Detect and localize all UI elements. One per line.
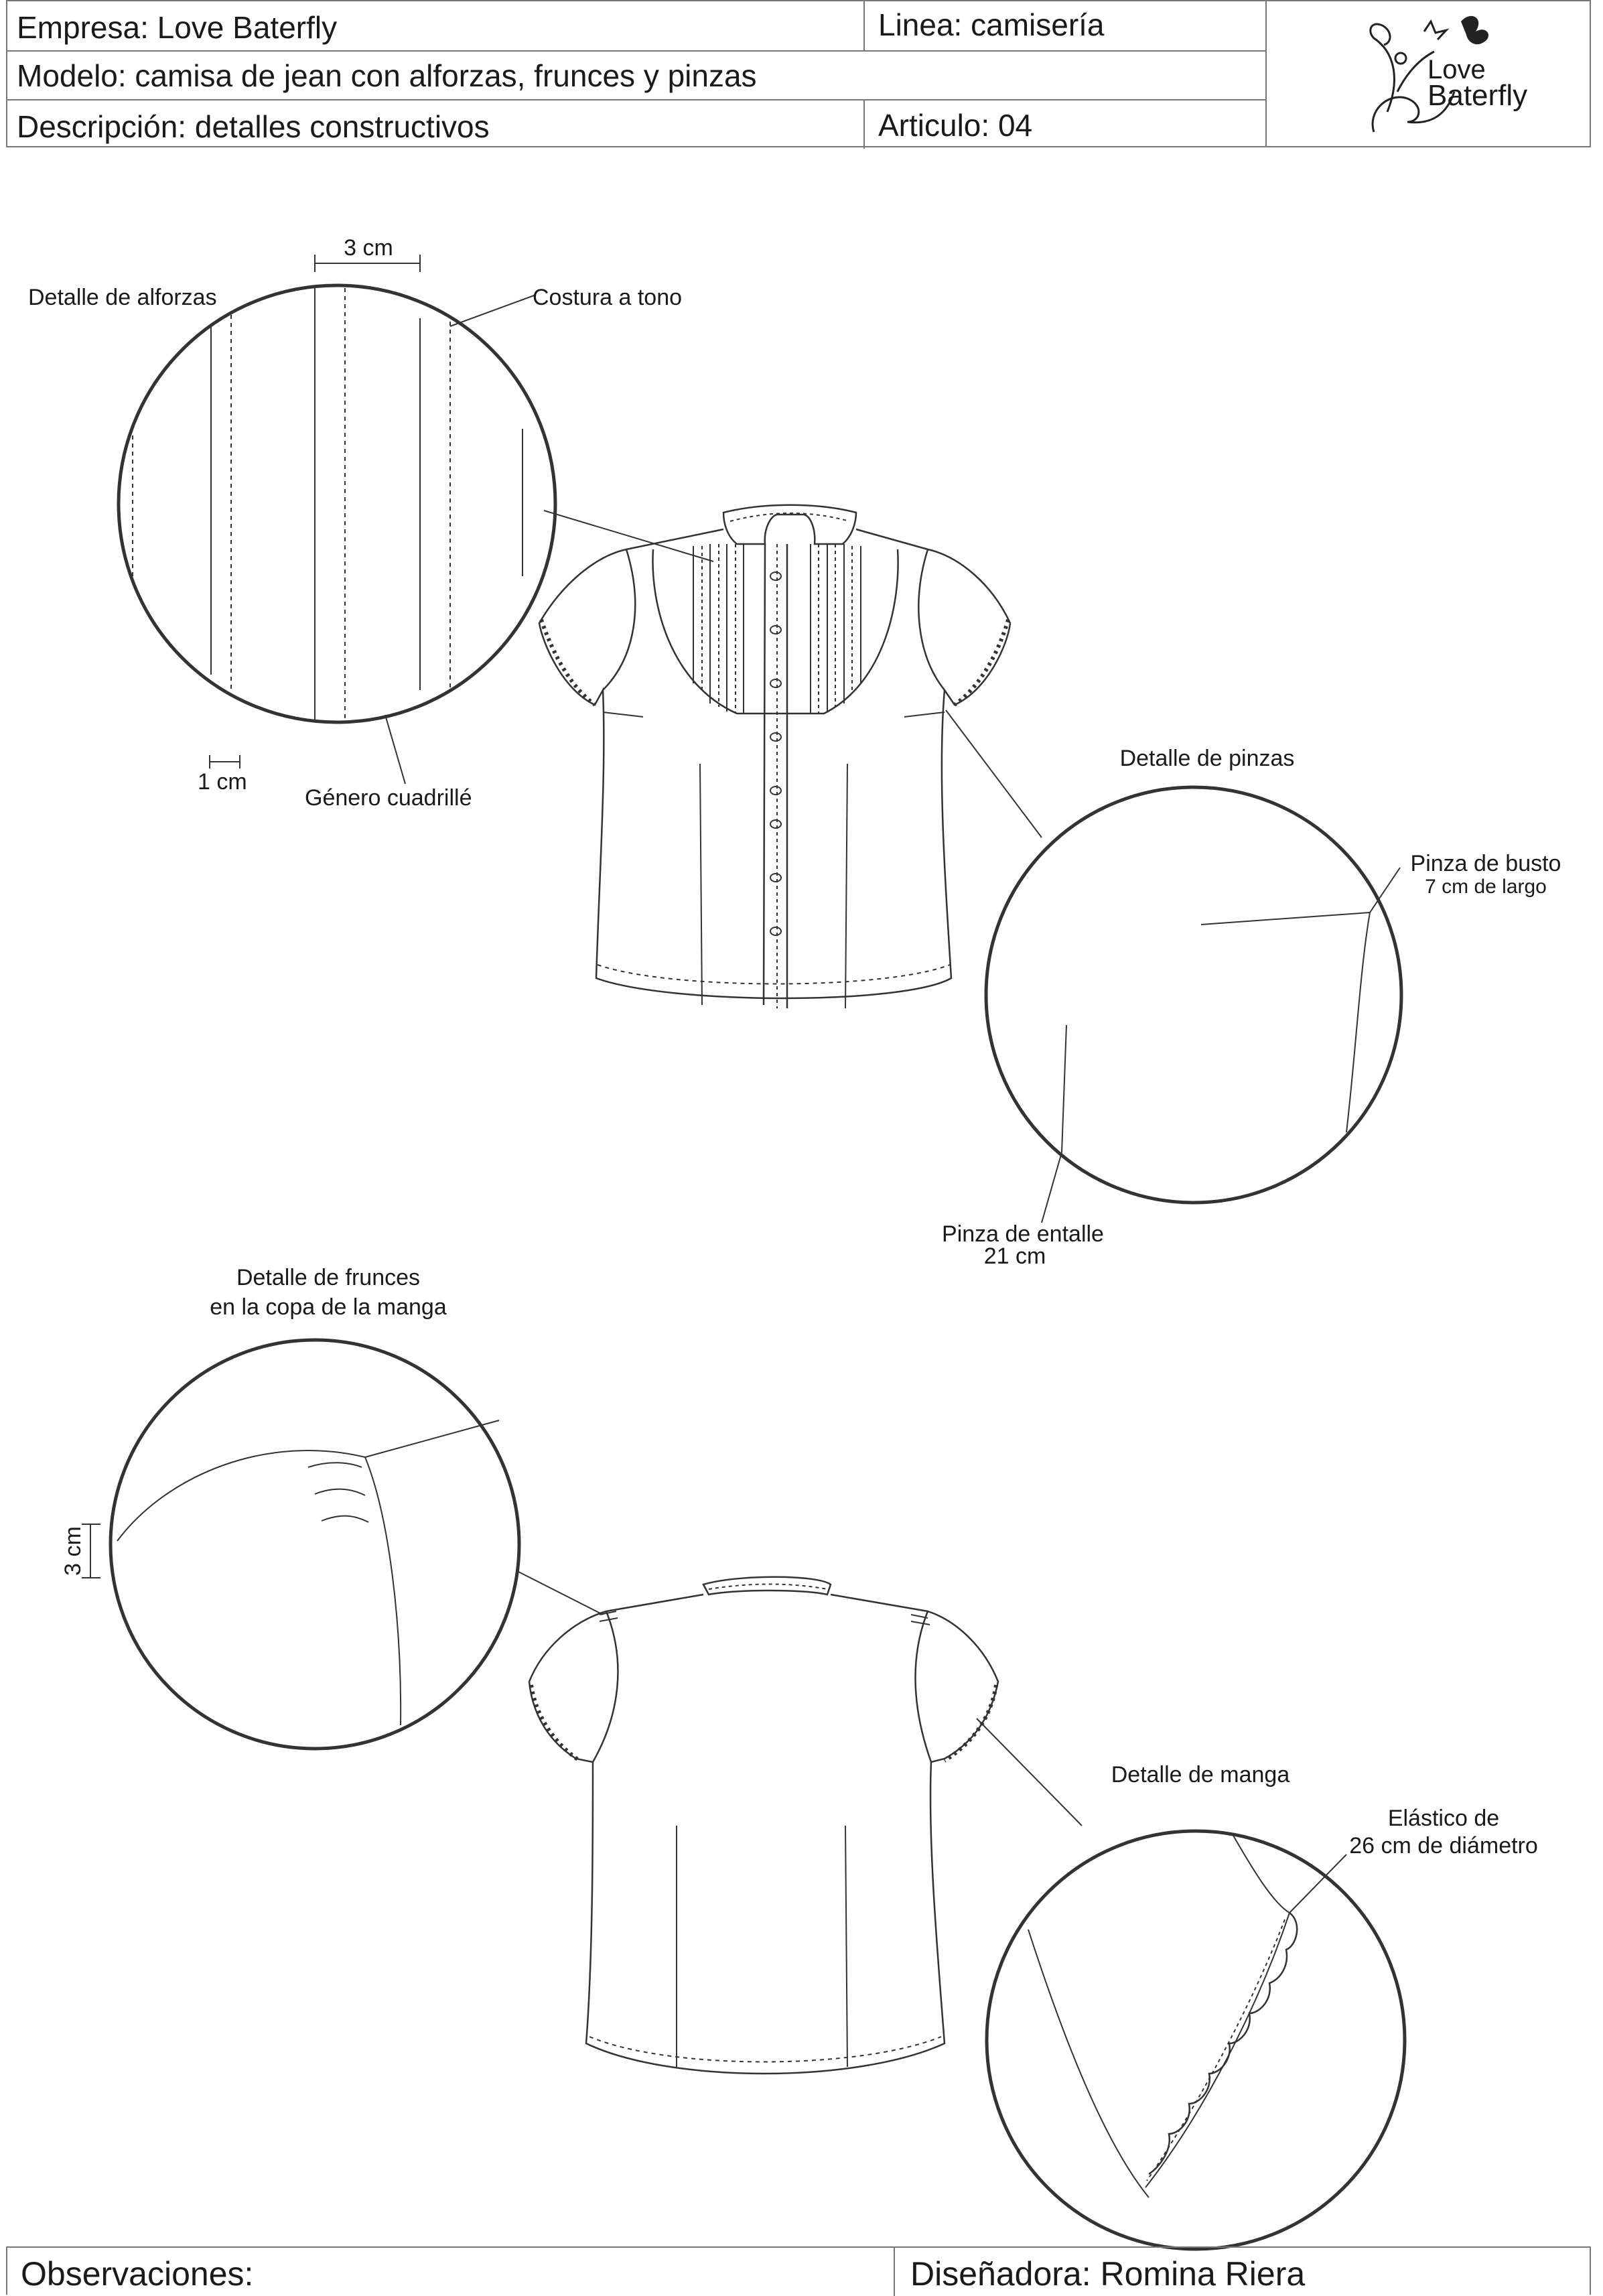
frunces-title-line2: en la copa de la manga <box>210 1294 447 1320</box>
model-field: Modelo: camisa de jean con alforzas, frunces y pinzas <box>17 58 757 93</box>
leader-elastico <box>1290 1854 1346 1913</box>
pinza-entalle-length: 21 cm <box>983 1243 1046 1269</box>
tuck-lines <box>133 288 522 720</box>
costura-label: Costura a tono <box>533 285 683 310</box>
leader-genero <box>385 715 405 784</box>
leader-frunces <box>365 1420 499 1457</box>
pinzas-detail <box>986 787 1401 1203</box>
elastico-label-line1: Elástico de <box>1387 1806 1500 1831</box>
frunces-title-line1: Detalle de frunces <box>236 1265 421 1290</box>
description-field: Descripción: detalles constructivos <box>17 109 490 144</box>
footer-divider <box>894 2248 895 2296</box>
pinzas-title: Detalle de pinzas <box>1119 746 1295 771</box>
footer-table <box>6 2246 1591 2295</box>
manga-circle <box>987 1831 1405 2249</box>
back-body-outline <box>529 1595 998 2074</box>
alforzas-detail <box>119 285 555 722</box>
armhole-left <box>603 549 635 690</box>
designer-field: Diseñadora: Romina Riera <box>910 2255 1306 2293</box>
back-collar <box>703 1577 831 1595</box>
leader-pinzas <box>946 710 1042 837</box>
genero-label: Género cuadrillé <box>305 785 472 811</box>
manga-detail <box>987 1831 1405 2249</box>
spacing-label: 1 cm <box>198 769 247 795</box>
back-armhole-left <box>593 1611 618 1762</box>
observations-field: Observaciones: <box>21 2255 254 2293</box>
dimension-1cm <box>210 755 240 768</box>
leader-manga <box>977 1718 1082 1826</box>
front-buttons <box>770 572 781 935</box>
placket-left <box>764 544 765 1005</box>
alforzas-width-label: 3 cm <box>344 235 393 261</box>
logo-word-2: Baterfly <box>1427 79 1528 112</box>
pinza-busto-label: Pinza de busto <box>1410 851 1561 876</box>
armhole-right <box>918 549 945 690</box>
logo-word-1: Love <box>1427 55 1486 84</box>
article-field: Articulo: 04 <box>878 108 1033 143</box>
frunces-circle <box>111 1340 519 1749</box>
back-shirt <box>529 1577 998 2074</box>
leader-costura <box>450 295 536 326</box>
pinzas-circle <box>986 787 1401 1203</box>
alforzas-title: Detalle de alforzas <box>28 285 217 310</box>
leader-pinza-entalle <box>1042 1152 1062 1223</box>
frunces-detail <box>111 1340 519 1749</box>
manga-title: Detalle de manga <box>1111 1762 1290 1787</box>
front-shirt <box>539 505 1010 1008</box>
elastico-label-line2: 26 cm de diámetro <box>1349 1833 1538 1859</box>
company-field: Empresa: Love Baterfly <box>17 10 338 45</box>
front-collar <box>723 505 856 544</box>
line-field: Linea: camisería <box>878 7 1105 42</box>
leader-frunces-shirt <box>517 1571 603 1615</box>
back-armhole-right <box>915 1611 931 1762</box>
frunces-height-label: 3 cm <box>60 1526 86 1576</box>
alforzas-circle <box>119 285 555 722</box>
pinza-entalle-label: Pinza de entalle <box>942 1221 1104 1247</box>
pinza-busto-length: 7 cm de largo <box>1425 876 1547 898</box>
